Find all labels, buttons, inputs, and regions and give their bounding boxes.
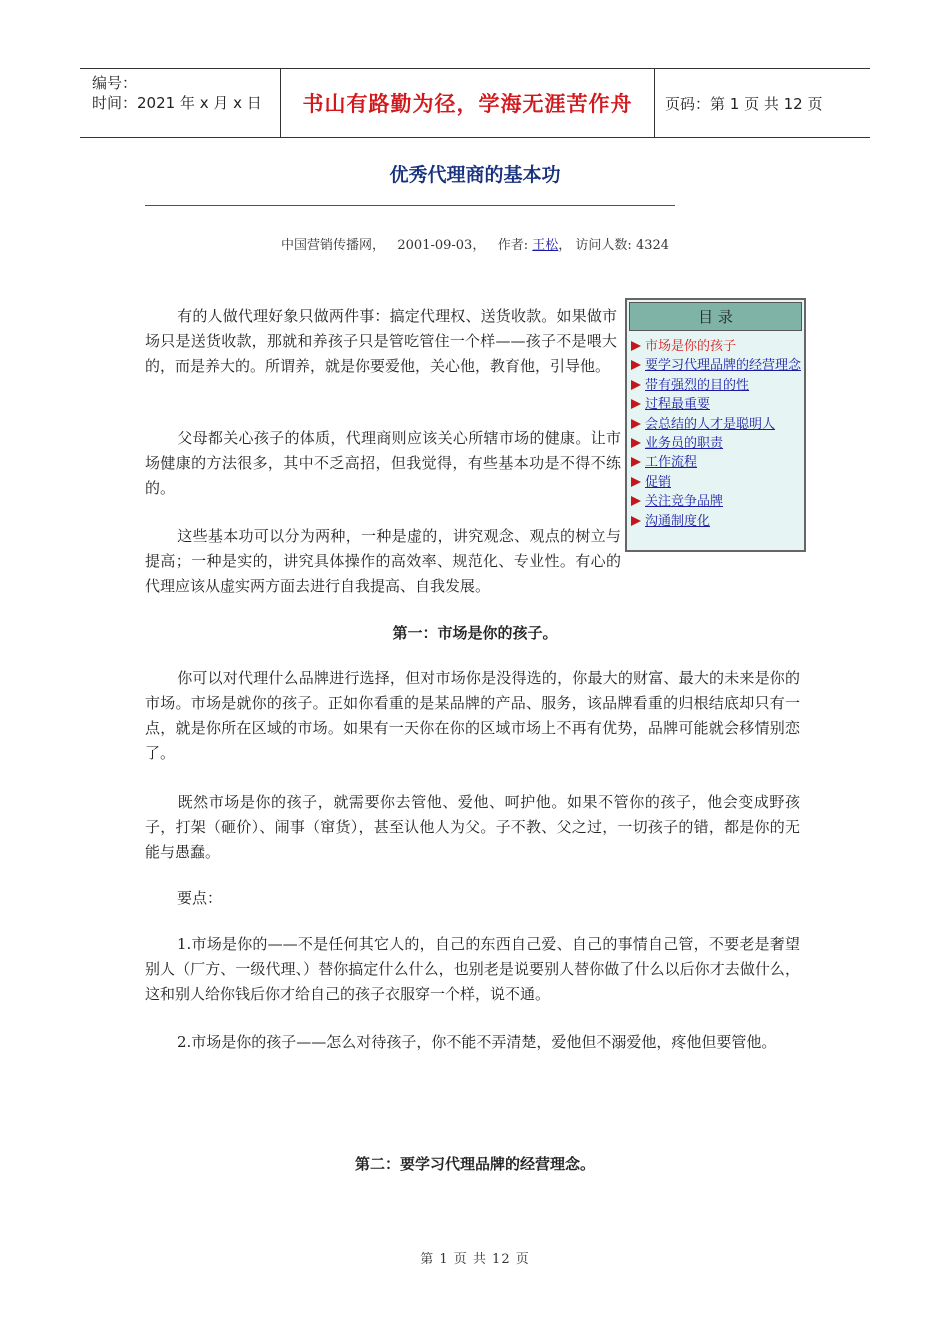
time-label: 时间：2021 年 x 月 x 日 xyxy=(92,94,262,112)
author-link[interactable]: 王松 xyxy=(532,238,559,253)
page-info: 页码：第 1 页 共 12 页 xyxy=(665,94,823,113)
toc-entry[interactable] xyxy=(631,376,803,395)
title-divider xyxy=(145,205,675,206)
toc-link[interactable]: 带有强烈的目的性 xyxy=(645,377,750,393)
toc-entry[interactable] xyxy=(631,395,803,414)
paragraph-1: 有的人做代理好象只做两件事：搞定代理权、送货收款。如果做市场只是送货收款，那就和养孩子只是管吃管住一个样——孩子不是喂大的，而是养大的。所谓养，就是你要爱他，关心他，教育他，引导他。 xyxy=(145,307,617,375)
source: 中国营销传播网， xyxy=(280,238,385,253)
author-label: 作者: xyxy=(497,238,529,253)
toc-entry[interactable] xyxy=(631,512,803,531)
paragraph-7: 1.市场是你的——不是任何其它人的，自己的东西自己爱、自己的事情自己管，不要老是奢望别人（厂方、一级代理、）替你搞定什么什么，也别老是说要别人替你做了什么以后你才去做什么，这和别人给你钱后你才给自己的孩子衣服穿一个样，说不通。 xyxy=(145,935,800,1003)
arrow-right-icon xyxy=(631,419,641,429)
toc-link[interactable]: 要学习代理品牌的经营理念 xyxy=(645,358,802,374)
arrow-right-icon xyxy=(631,457,641,467)
paragraph-8: 2.市场是你的孩子——怎么对待孩子，你不能不弄清楚，爱他但不溺爱他，疼他但要管他。 xyxy=(177,1033,777,1051)
toc-entry[interactable] xyxy=(631,415,803,434)
toc-link[interactable]: 促销 xyxy=(645,474,672,490)
toc-heading: 目 录 xyxy=(629,302,802,331)
page-footer: 第 1 页 共 12 页 xyxy=(420,1252,530,1267)
section-heading-2: 第二：要学习代理品牌的经营理念。 xyxy=(354,1155,595,1173)
arrow-right-icon xyxy=(631,477,641,487)
arrow-right-icon xyxy=(631,360,641,370)
paragraph-2: 父母都关心孩子的体质，代理商则应该关心所辖市场的健康。让市场健康的方法很多，其中不乏高招，但我觉得，有些基本功是不得不练的。 xyxy=(145,429,621,497)
arrow-right-icon xyxy=(631,438,641,448)
toc-list xyxy=(631,337,803,531)
toc-link[interactable]: 工作流程 xyxy=(645,455,698,471)
toc-entry[interactable] xyxy=(631,434,803,453)
arrow-right-icon xyxy=(631,496,641,506)
paragraph-3: 这些基本功可以分为两种，一种是虚的，讲究观念、观点的树立与提高；一种是实的，讲究具体操作的高效率、规范化、专业性。有心的代理应该从虚实两方面去进行自我提高、自我发展。 xyxy=(145,527,621,595)
toc-link[interactable]: 市场是你的孩子 xyxy=(645,339,737,354)
toc-link[interactable]: 业务员的职责 xyxy=(645,436,724,452)
table-of-contents xyxy=(625,298,806,552)
article-meta xyxy=(0,234,950,253)
arrow-right-icon xyxy=(631,516,641,526)
header-page-cell xyxy=(655,69,870,137)
toc-link[interactable]: 过程最重要 xyxy=(645,397,711,413)
toc-link[interactable]: 会总结的人才是聪明人 xyxy=(645,416,776,432)
toc-entry[interactable] xyxy=(631,492,803,511)
toc-link[interactable]: 沟通制度化 xyxy=(645,513,711,529)
paragraph-5: 既然市场是你的孩子，就需要你去管他、爱他、呵护他。如果不管你的孩子，他会变成野孩子，打架（砸价）、闹事（窜货），甚至认他人为父。子不教、父之过，一切孩子的错，都是你的无能与愚蠢。 xyxy=(145,793,800,861)
arrow-right-icon xyxy=(631,341,641,351)
toc-entry[interactable] xyxy=(631,453,803,472)
article-title: 优秀代理商的基本功 xyxy=(389,164,561,186)
arrow-right-icon xyxy=(631,380,641,390)
publish-date: 2001-09-03， xyxy=(397,238,486,253)
toc-entry[interactable] xyxy=(631,337,803,356)
paragraph-6: 要点： xyxy=(177,889,223,907)
header-meta xyxy=(80,69,280,137)
document-header xyxy=(80,68,870,138)
arrow-right-icon xyxy=(631,399,641,409)
header-motto-cell xyxy=(280,69,655,137)
section-heading-1: 第一：市场是你的孩子。 xyxy=(392,624,558,642)
toc-entry[interactable] xyxy=(631,356,803,375)
toc-link[interactable]: 关注竞争品牌 xyxy=(645,494,724,510)
visit-count: ， 访问人数: 4324 xyxy=(558,238,670,253)
toc-entry[interactable] xyxy=(631,473,803,492)
motto: 书山有路勤为径，学海无涯苦作舟 xyxy=(302,92,633,116)
number-label: 编号： xyxy=(92,74,138,92)
paragraph-4: 你可以对代理什么品牌进行选择，但对市场你是没得选的，你最大的财富、最大的未来是你的市场。市场是就你的孩子。正如你看重的是某品牌的产品、服务，该品牌看重的归根结底却只有一点，就是你所在区域的市场。如果有一天你在你的区域市场上不再有优势，品牌可能就会移情别恋了。 xyxy=(145,669,800,762)
